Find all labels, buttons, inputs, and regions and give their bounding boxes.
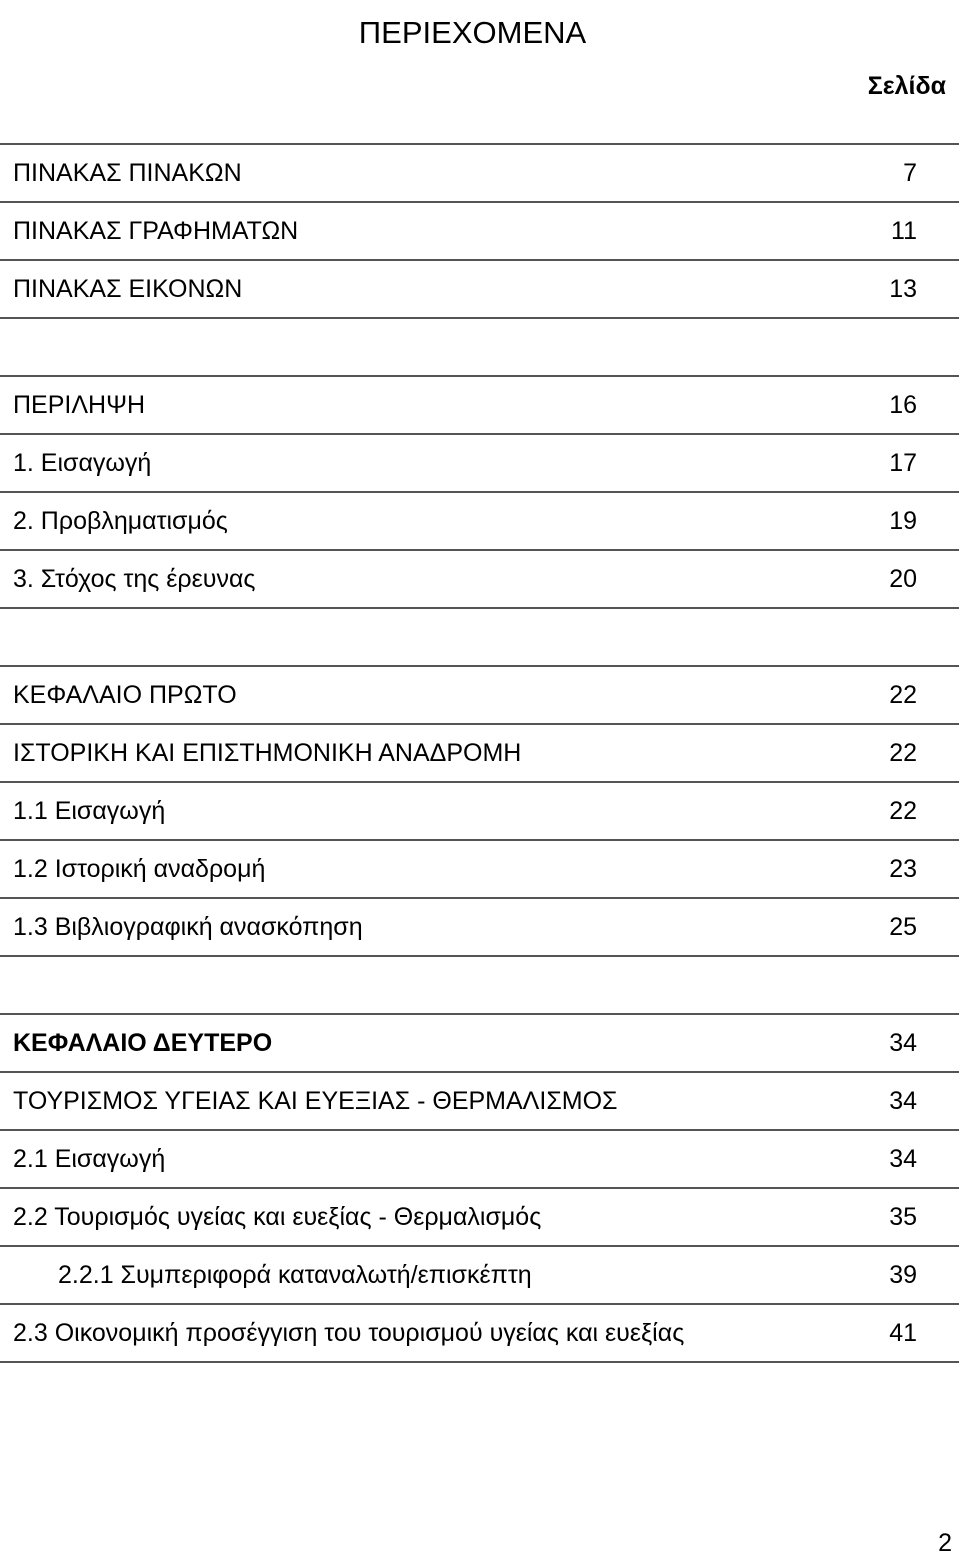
- toc-entry-text: 2.3 Οικονομική προσέγγιση του τουρισμού υγείας και ευεξίας: [0, 1304, 807, 1362]
- toc-entry-page: 23: [807, 840, 959, 898]
- toc-row[interactable]: [0, 1304, 959, 1362]
- toc-row[interactable]: [0, 898, 959, 956]
- toc-row[interactable]: [0, 1188, 959, 1246]
- toc-row[interactable]: [0, 840, 959, 898]
- toc-entry-page: 41: [807, 1304, 959, 1362]
- toc-entry-page: 34: [807, 1072, 959, 1130]
- toc-entry-page: 34: [807, 1014, 959, 1072]
- toc-entry-page: 35: [807, 1188, 959, 1246]
- toc-entry-text: ΠΕΡΙΛΗΨΗ: [0, 376, 807, 434]
- toc-entry-page: 7: [807, 144, 959, 202]
- toc-entry-page: 39: [807, 1246, 959, 1304]
- table-of-contents: [0, 143, 959, 1363]
- toc-entry-page: 16: [807, 376, 959, 434]
- toc-row[interactable]: [0, 492, 959, 550]
- toc-spacer-cell: [0, 956, 807, 1014]
- toc-entry-text: 1. Εισαγωγή: [0, 434, 807, 492]
- toc-entry-page: 22: [807, 724, 959, 782]
- toc-spacer-cell: [807, 608, 959, 666]
- toc-row[interactable]: [0, 376, 959, 434]
- toc-entry-page: 17: [807, 434, 959, 492]
- document-title: ΠΕΡΙΕΧΟΜΕΝΑ: [358, 14, 587, 50]
- toc-entry-page: 19: [807, 492, 959, 550]
- toc-entry-text: ΚΕΦΑΛΑΙΟ ΔΕΥΤΕΡΟ: [0, 1014, 807, 1072]
- toc-entry-text: 2.2 Τουρισμός υγείας και ευεξίας - Θερμαλισμός: [0, 1188, 807, 1246]
- toc-entry-text: ΚΕΦΑΛΑΙΟ ΠΡΩΤΟ: [0, 666, 807, 724]
- toc-entry-text: 1.3 Βιβλιογραφική ανασκόπηση: [0, 898, 807, 956]
- toc-entry-page: 20: [807, 550, 959, 608]
- toc-entry-page: 22: [807, 666, 959, 724]
- toc-row[interactable]: [0, 260, 959, 318]
- toc-entry-page: 34: [807, 1130, 959, 1188]
- page-number: 2: [938, 1529, 952, 1557]
- toc-spacer-cell: [807, 956, 959, 1014]
- toc-row[interactable]: [0, 550, 959, 608]
- toc-entry-text: 1.2 Ιστορική αναδρομή: [0, 840, 807, 898]
- toc-spacer-row: [0, 608, 959, 666]
- toc-entry-text: 3. Στόχος της έρευνας: [0, 550, 807, 608]
- toc-entry-text: 2.1 Εισαγωγή: [0, 1130, 807, 1188]
- toc-entry-text: ΙΣΤΟΡΙΚΗ ΚΑΙ ΕΠΙΣΤΗΜΟΝΙΚΗ ΑΝΑΔΡΟΜΗ: [0, 724, 807, 782]
- page-column-label: Σελίδα: [867, 72, 946, 100]
- toc-entry-text: 2.2.1 Συμπεριφορά καταναλωτή/επισκέπτη: [0, 1246, 807, 1304]
- toc-row[interactable]: [0, 1014, 959, 1072]
- toc-row[interactable]: [0, 724, 959, 782]
- toc-entry-page: 11: [807, 202, 959, 260]
- toc-entry-text: ΠΙΝΑΚΑΣ ΕΙΚΟΝΩΝ: [0, 260, 807, 318]
- toc-spacer-cell: [0, 608, 807, 666]
- toc-entry-text: ΤΟΥΡΙΣΜΟΣ ΥΓΕΙΑΣ ΚΑΙ ΕΥΕΞΙΑΣ - ΘΕΡΜΑΛΙΣΜΟΣ: [0, 1072, 807, 1130]
- toc-entry-text: 2. Προβληματισμός: [0, 492, 807, 550]
- toc-row[interactable]: [0, 1246, 959, 1304]
- toc-spacer-cell: [807, 318, 959, 376]
- toc-row[interactable]: [0, 434, 959, 492]
- toc-row[interactable]: [0, 1130, 959, 1188]
- toc-entry-text: ΠΙΝΑΚΑΣ ΠΙΝΑΚΩΝ: [0, 144, 807, 202]
- toc-row[interactable]: [0, 144, 959, 202]
- toc-spacer-cell: [0, 318, 807, 376]
- toc-spacer-row: [0, 318, 959, 376]
- toc-row[interactable]: [0, 1072, 959, 1130]
- toc-row[interactable]: [0, 782, 959, 840]
- toc-spacer-row: [0, 956, 959, 1014]
- toc-entry-page: 22: [807, 782, 959, 840]
- toc-entry-page: 25: [807, 898, 959, 956]
- toc-row[interactable]: [0, 666, 959, 724]
- toc-entry-text: 1.1 Εισαγωγή: [0, 782, 807, 840]
- toc-entry-text: ΠΙΝΑΚΑΣ ΓΡΑΦΗΜΑΤΩΝ: [0, 202, 807, 260]
- toc-entry-page: 13: [807, 260, 959, 318]
- toc-row[interactable]: [0, 202, 959, 260]
